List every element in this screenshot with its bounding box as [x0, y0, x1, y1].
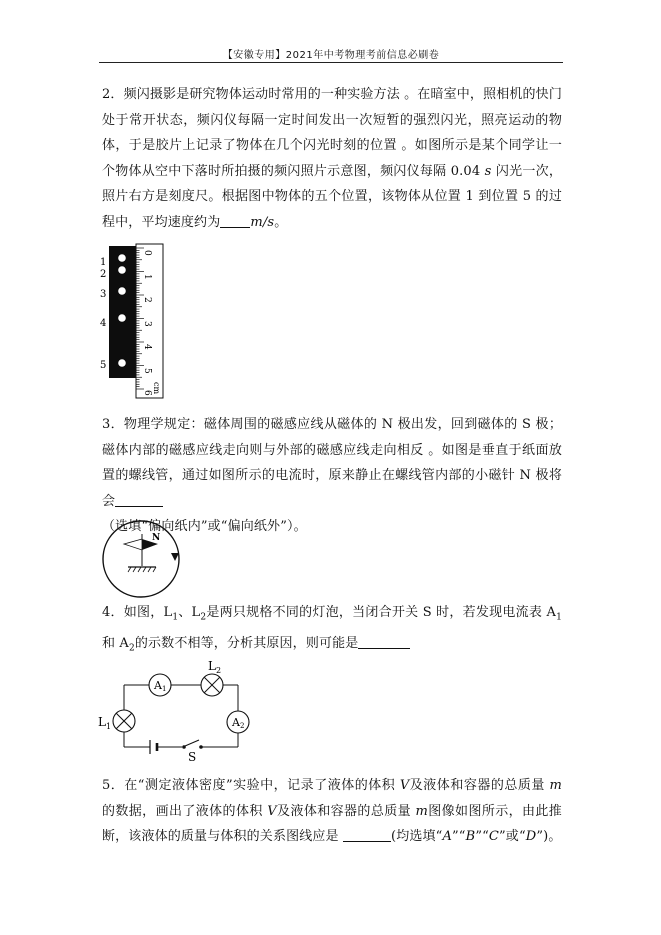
- q4-text-d: 和 A: [102, 636, 129, 652]
- q5-sep-1: ”“: [452, 829, 466, 844]
- q4-sub-a1: 1: [556, 612, 562, 623]
- object-dot-1: [118, 254, 126, 262]
- q5-text-1: 5．在“测定液体密度”实验中，记录了液体的体积: [102, 778, 400, 793]
- q4-sub-l2: 2: [200, 612, 207, 623]
- lamp-l2: [201, 674, 223, 696]
- q5-var-v2: V: [267, 803, 277, 819]
- q5-var-v1: V: [399, 778, 410, 793]
- q5-option-c: C: [488, 829, 500, 844]
- battery: [150, 740, 157, 754]
- q5-text-5: 图像如图所示，由此推断，该液体的质量与体积的关系图线应是: [102, 803, 562, 844]
- base-hatching: [128, 567, 156, 572]
- q4-text-e: 的示数不相等，分析其原因，则可能是: [134, 636, 359, 652]
- ruler-label-2: 2: [142, 297, 152, 303]
- page-header: 【安徽专用】2021年中考物理考前信息必刷卷: [222, 50, 440, 61]
- switch-s: [182, 740, 203, 749]
- q5-text-7: ”或“: [499, 829, 526, 844]
- q5-var-m2: m: [415, 803, 429, 819]
- q4-sub-l1: 1: [172, 612, 179, 623]
- position-label-2: 2: [100, 269, 107, 280]
- question-2-text: [102, 82, 562, 235]
- svg-text:A2: A2: [232, 716, 245, 730]
- position-label-1: 1: [100, 257, 107, 268]
- needle-s-pole: [124, 539, 142, 550]
- object-dot-2: [118, 266, 126, 274]
- q5-var-m1: m: [549, 778, 562, 793]
- needle-n-label: N: [152, 533, 161, 543]
- lamp-l1-label: $L_1$: [98, 715, 112, 731]
- q5-option-a: A: [442, 829, 452, 844]
- solenoid-figure: [98, 520, 188, 600]
- ammeter-a2: [227, 711, 249, 733]
- circuit-wires: [124, 685, 238, 747]
- q2-text-part2: 闪光一次，照片右方是刻度尺。根据图中物体的五个位置，该物体从位置 1 到位置 5 的过程中，平均速度约为: [102, 163, 562, 230]
- q3-text-part1: 3．物理学规定：磁体周围的磁感应线从磁体的 N 极出发，回到磁体的 S 极；磁体内部的磁感应线走向则与外部的磁感应线走向相反 。如图是垂直于纸面放置的螺线管，通过如图所示的电流时，原来静止在螺线管内部的小磁针 N 极将会: [102, 417, 562, 509]
- lamp-l2-label: $L_2$: [208, 659, 222, 675]
- film-strip: [109, 246, 136, 378]
- circuit-figure: [98, 655, 258, 764]
- header-rule: [99, 62, 563, 63]
- ammeter-a1: [149, 674, 171, 696]
- ruler-label-4: 4: [142, 344, 152, 350]
- q2-text-part1: 2．频闪摄影是研究物体运动时常用的一种实验方法 。在暗室中，照相机的快门处于常开状态，频闪仪每隔一定时间发出一次短暂的强烈闪光，照亮运动的物体，于是胶片上记录了物体在几个闪光时刻的位置 。如图所示是某个同学让一个物体从空中下落时所拍摄的频闪照片示意图，频闪仪每隔 0.04: [102, 87, 562, 179]
- q4-text-b: 、L: [178, 605, 201, 620]
- position-label-3: 3: [100, 289, 107, 300]
- q5-text-2: 及液体和容器的总质量: [409, 778, 550, 793]
- strobe-photo-figure: [98, 238, 178, 398]
- position-label-4: 4: [100, 318, 107, 329]
- question-4-text: [102, 600, 562, 662]
- object-dot-3: [118, 287, 126, 295]
- svg-text:A1: A1: [154, 679, 167, 693]
- object-dot-4: [118, 314, 126, 322]
- position-labels: [100, 257, 106, 371]
- ruler-label-0: 0: [142, 250, 152, 256]
- ruler-label-6: 6: [142, 390, 152, 396]
- q2-unit-ms: m/s: [250, 214, 275, 230]
- q5-text-6: (均选填“: [390, 829, 443, 844]
- q5-option-d: D: [525, 829, 537, 844]
- current-direction-arrow-icon: [171, 553, 179, 561]
- ruler-label-5: 5: [142, 368, 152, 374]
- q2-text-end: 。: [274, 214, 288, 230]
- ruler-label-1: 1: [142, 274, 152, 280]
- q5-text-8: ”)。: [536, 829, 562, 844]
- q4-text-a: 4．如图，L: [102, 605, 173, 620]
- q2-unit-s: s: [484, 163, 492, 179]
- q5-option-b: B: [465, 829, 476, 844]
- solenoid-circle: [103, 521, 179, 597]
- switch-label: S: [188, 750, 197, 764]
- lamp-l1: [113, 710, 135, 732]
- ruler-label-3: 3: [142, 321, 152, 327]
- object-dot-5: [118, 359, 126, 367]
- q4-text-c: 是两只规格不同的灯泡，当闭合开关 S 时，若发现电流表 A: [206, 605, 557, 620]
- q3-text-part2: （选填“偏向纸内”或“偏向纸外”）。: [102, 519, 307, 534]
- q5-sep-2: ”“: [475, 829, 489, 844]
- q5-text-3: 的数据，画出了液体的体积: [102, 803, 268, 819]
- q4-answer-blank: [358, 634, 410, 649]
- q4-sub-a2: 2: [128, 643, 135, 654]
- q5-answer-blank: [343, 827, 391, 842]
- q2-answer-blank: [220, 213, 250, 228]
- ruler-unit-label: cm: [152, 382, 161, 395]
- q5-text-4: 及液体和容器的总质量: [276, 803, 416, 819]
- q3-answer-blank: [115, 492, 163, 507]
- question-5-text: [102, 773, 562, 850]
- position-label-5: 5: [100, 360, 107, 371]
